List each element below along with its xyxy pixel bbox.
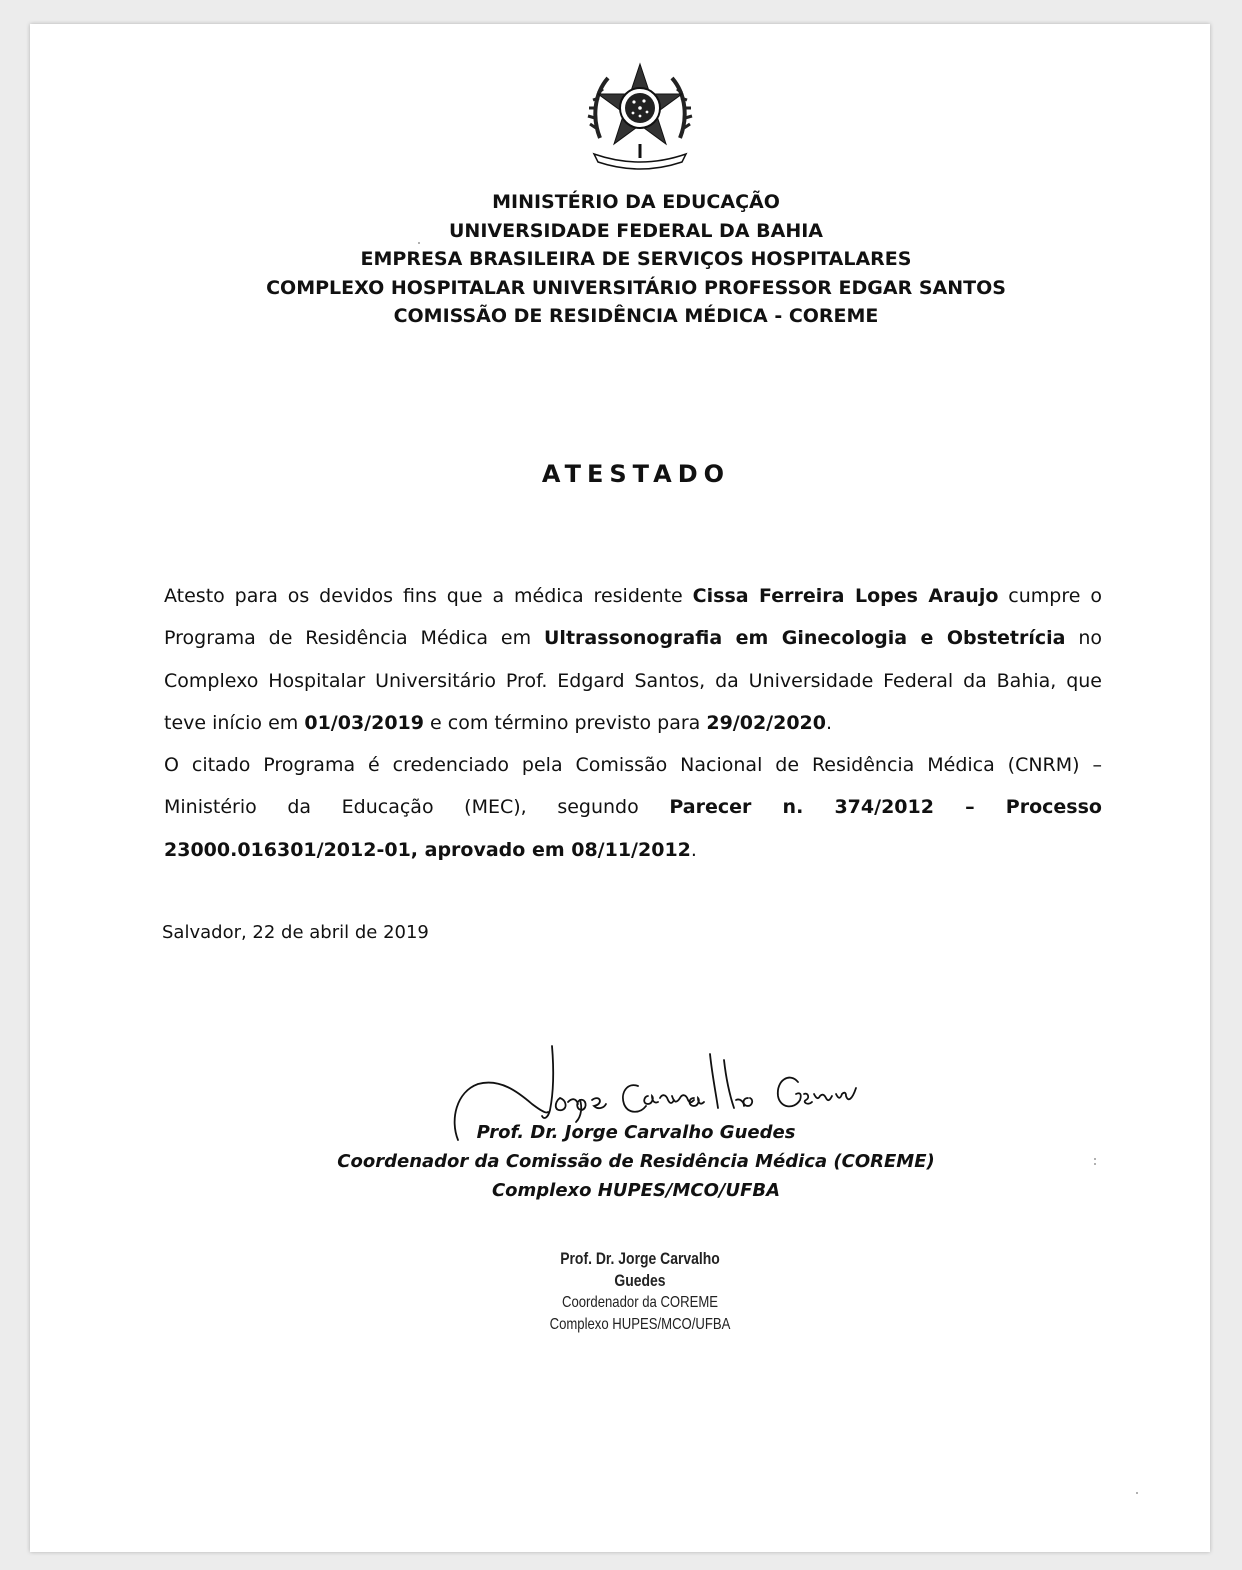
text-run: no Complexo Hospitalar Universitário Prof. Edgard Santos, da Universidade Federal da Bahia, que teve início em: [164, 627, 1102, 734]
header-line-ministry: MINISTÉRIO DA EDUCAÇÃO: [492, 191, 780, 213]
header-line-commission: COMISSÃO DE RESIDÊNCIA MÉDICA - COREME: [393, 305, 879, 327]
brazil-coat-of-arms-icon: [586, 58, 694, 170]
scan-speck: [1136, 1492, 1138, 1494]
institution-header: [0, 188, 1242, 331]
scan-speck: [418, 242, 420, 244]
text-run: Atesto para os devidos fins que a médica residente: [164, 585, 693, 607]
official-stamp: [533, 1248, 746, 1336]
certificate-body: [164, 575, 1102, 871]
parecer-reference: Parecer n. 374/2012 – Processo 23000.016301/2012-01, aprovado em 08/11/2012: [164, 796, 1102, 861]
paragraph-2: [164, 744, 1102, 871]
text-run: e com término previsto para: [423, 711, 707, 734]
stamp-department: Complexo HUPES/MCO/UFBA: [549, 1316, 731, 1333]
document-title: ATESTADO: [541, 460, 731, 488]
stamp-name: Prof. Dr. Jorge Carvalho Guedes: [560, 1249, 720, 1290]
header-line-company: EMPRESA BRASILEIRA DE SERVIÇOS HOSPITALARES: [360, 248, 912, 270]
text-run: O citado Programa é credenciado pela Comissão Nacional de Residência Médica (CNRM) – Ministério da Educação (MEC), segundo: [164, 754, 1102, 819]
text-run: .: [826, 711, 833, 734]
scan-speck: [1094, 1163, 1096, 1165]
signatory-department: Complexo HUPES/MCO/UFBA: [491, 1180, 781, 1201]
start-date: 01/03/2019: [304, 711, 424, 734]
scan-speck: [1094, 1158, 1096, 1160]
header-line-complex: COMPLEXO HOSPITALAR UNIVERSITÁRIO PROFESSOR EDGAR SANTOS: [266, 276, 1006, 299]
resident-name: Cissa Ferreira Lopes Araujo: [692, 585, 999, 607]
signatory-role: Coordenador da Comissão de Residência Médica (COREME): [337, 1151, 935, 1172]
text-run: cumpre o Programa de Residência Médica em: [164, 585, 1102, 650]
program-name: Ultrassonografia em Ginecologia e Obstetrícia: [544, 627, 1066, 650]
paragraph-1: [164, 575, 1102, 744]
stamp-role: Coordenador da COREME: [561, 1294, 719, 1311]
header-line-university: UNIVERSIDADE FEDERAL DA BAHIA: [448, 219, 824, 242]
end-date: 29/02/2020: [706, 711, 826, 734]
text-run: .: [690, 838, 697, 861]
signatory-name: Prof. Dr. Jorge Carvalho Guedes: [476, 1122, 796, 1143]
place-and-date: Salvador, 22 de abril de 2019: [162, 922, 429, 943]
